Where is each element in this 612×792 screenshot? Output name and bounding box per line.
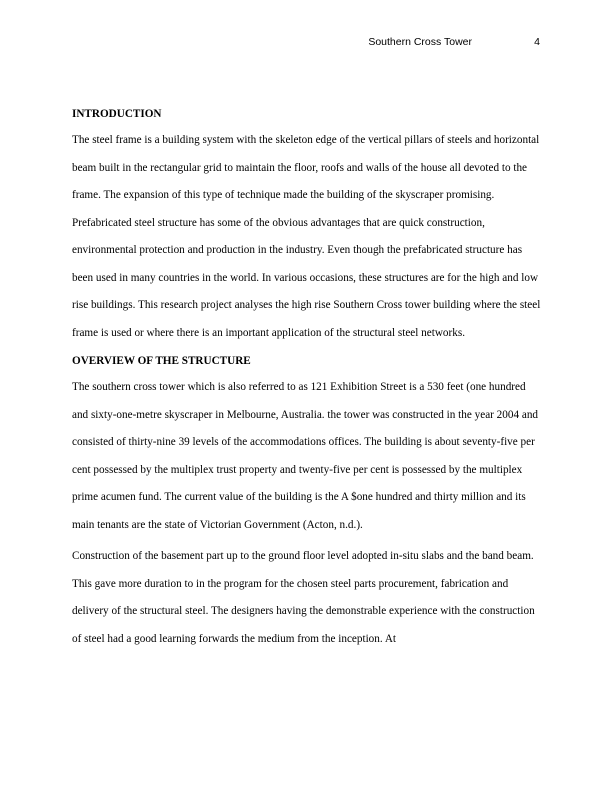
section-heading-overview: OVERVIEW OF THE STRUCTURE	[72, 355, 251, 367]
overview-paragraph-2: Construction of the basement part up to the ground floor level adopted in-situ slabs and the band beam. This gave more duration to in the program for the chosen steel parts procurement, fabrication and delivery of the structural steel. The designers having the demonstrable experience with the construction of steel had a good learning forwards the medium from the inception. At	[72, 550, 535, 645]
overview-paragraph-1: The southern cross tower which is also referred to as 121 Exhibition Street is a 530 feet (one hundred and sixty-one-metre skyscraper in Melbourne, Australia. the tower was constructed in the year 2004 and consisted of thirty-nine 39 levels of the accommodations offices. The building is about seventy-five per cent possessed by the multiplex trust property and twenty-five per cent is possessed by the multiplex prime acumen fund. The current value of the building is the A $one hundred and thirty million and its main tenants are the state of Victorian Government (Acton, n.d.).	[72, 381, 539, 531]
page-number: 4	[534, 36, 540, 48]
running-head-title: Southern Cross Tower	[368, 36, 472, 48]
document-body	[72, 104, 542, 653]
page-header	[72, 36, 540, 52]
intro-paragraph: The steel frame is a building system with the skeleton edge of the vertical pillars of steels and horizontal beam built in the rectangular grid to maintain the floor, roofs and walls of the house all devoted to the frame. The expansion of this type of technique made the building of the skyscraper promising. Prefabricated steel structure has some of the obvious advantages that are quick construction, environmental protection and production in the industry. Even though the prefabricated structure has been used in many countries in the world. In various occasions, these structures are for the high and low rise buildings. This research project analyses the high rise Southern Cross tower building where the steel frame is used or where there is an important application of the structural steel networks.	[72, 134, 541, 339]
section-heading-introduction: INTRODUCTION	[72, 108, 162, 120]
